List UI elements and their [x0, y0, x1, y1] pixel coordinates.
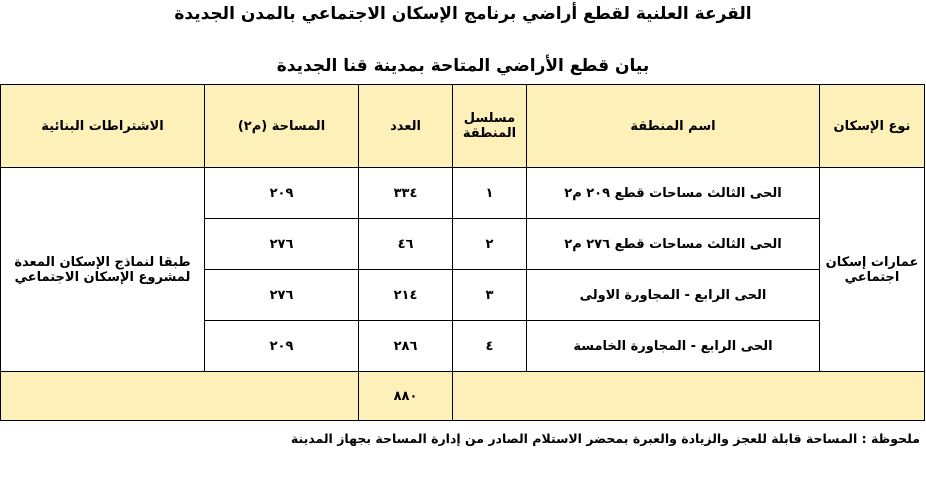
- header-housing-type: نوع الإسكان: [820, 85, 925, 168]
- conditions-cell: طبقا لنماذج الإسكان المعدة لمشروع الإسكان الاجتماعي: [1, 168, 205, 372]
- area-name-cell: الحى الثالث مساحات قطع ٢٧٦ م٢: [527, 219, 820, 270]
- count-cell: ٢١٤: [359, 270, 453, 321]
- page-subtitle: بيان قطع الأراضي المتاحة بمدينة قنا الجديدة: [276, 56, 650, 76]
- header-count: العدد: [359, 85, 453, 168]
- area-m2-cell: ٢٧٦: [205, 219, 359, 270]
- serial-cell: ٤: [453, 321, 527, 372]
- header-conditions: الاشتراطات البنائية: [1, 85, 205, 168]
- area-name-cell: الحى الرابع - المجاورة الاولى: [527, 270, 820, 321]
- total-count-cell: ٨٨٠: [359, 372, 453, 421]
- area-m2-cell: ٢٧٦: [205, 270, 359, 321]
- count-cell: ٤٦: [359, 219, 453, 270]
- table-row: [1, 168, 925, 219]
- housing-type-cell: عمارات إسكان اجتماعي: [820, 168, 925, 372]
- header-area-m2: المساحة (م٢): [205, 85, 359, 168]
- serial-cell: ٢: [453, 219, 527, 270]
- lands-table: [0, 84, 925, 421]
- area-m2-cell: ٢٠٩: [205, 168, 359, 219]
- serial-cell: ١: [453, 168, 527, 219]
- area-m2-cell: ٢٠٩: [205, 321, 359, 372]
- area-name-cell: الحى الرابع - المجاورة الخامسة: [527, 321, 820, 372]
- table-header-row: [1, 85, 925, 168]
- area-name-cell: الحى الثالث مساحات قطع ٢٠٩ م٢: [527, 168, 820, 219]
- count-cell: ٢٨٦: [359, 321, 453, 372]
- header-area-name: اسم المنطقة: [527, 85, 820, 168]
- page-title: القرعة العلنية لقطع أراضي برنامج الإسكان الاجتماعي بالمدن الجديدة: [174, 4, 752, 24]
- table-total-row: [1, 372, 925, 421]
- count-cell: ٣٣٤: [359, 168, 453, 219]
- total-blank-cell: [453, 372, 925, 421]
- serial-cell: ٣: [453, 270, 527, 321]
- total-blank-cell: [1, 372, 359, 421]
- header-serial: مسلسل المنطقة: [453, 85, 527, 168]
- footnote: ملحوظة : المساحة قابلة للعجز والزيادة والعبرة بمحضر الاستلام الصادر من إدارة المساحة بجهاز المدينة: [290, 431, 920, 446]
